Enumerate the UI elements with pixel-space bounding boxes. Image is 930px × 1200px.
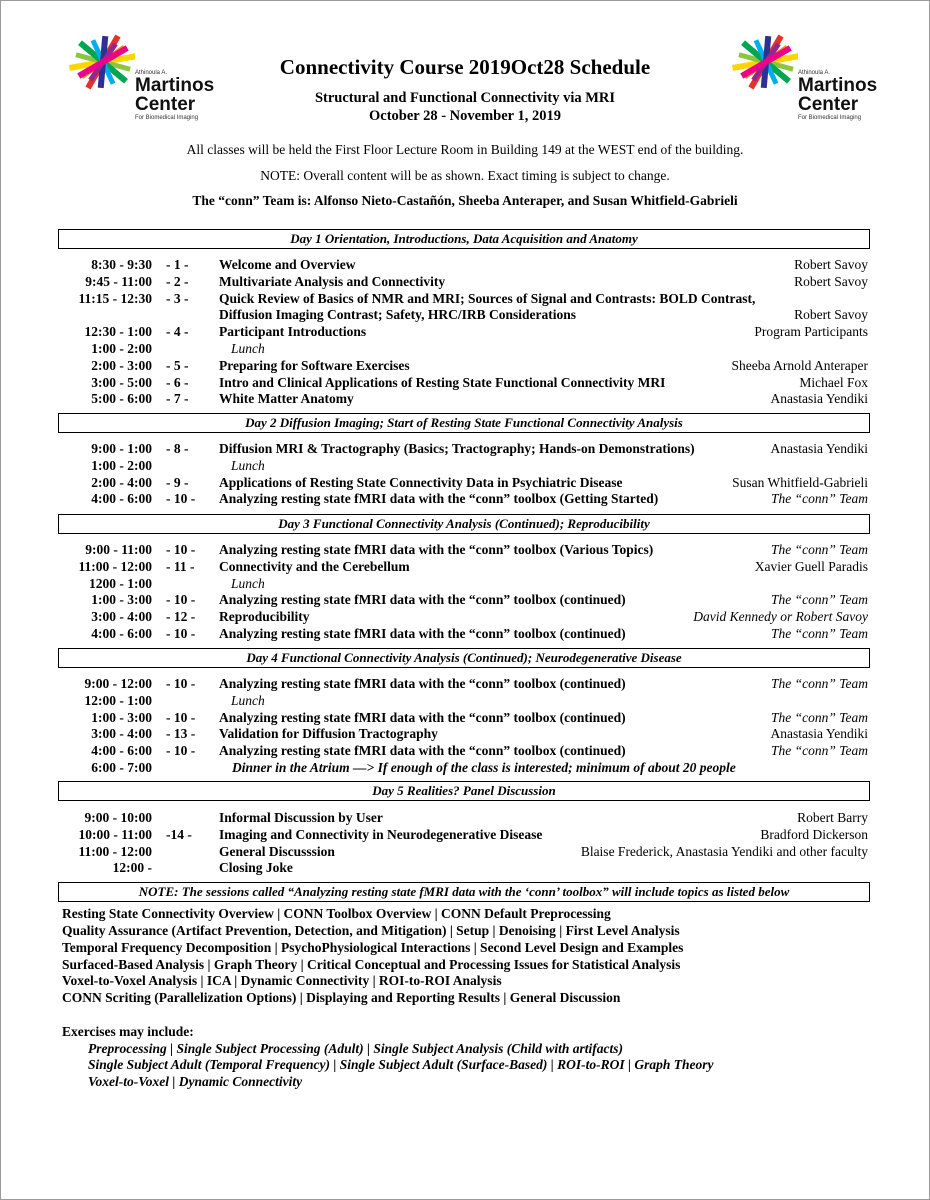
session-time: 11:00 - 12:00 [78, 558, 152, 574]
session-speaker: Michael Fox [799, 374, 868, 390]
session-speaker: The “conn” Team [770, 592, 868, 608]
topics-line: CONN Scriting (Parallelization Options) | Displaying and Reporting Results | General Discussion [62, 990, 621, 1005]
schedule-row [0, 709, 930, 726]
logo-line1: Athinoula A. [798, 70, 831, 76]
schedule-row [0, 474, 930, 491]
session-title: Analyzing resting state fMRI data with the “conn” toolbox (Various Topics) [219, 542, 654, 557]
session-number: - 10 - [166, 542, 196, 557]
session-time: 3:00 - 5:00 [91, 374, 152, 390]
session-speaker: Anastasia Yendiki [770, 391, 868, 407]
session-time: 9:00 - 12:00 [84, 676, 152, 691]
schedule-row [0, 725, 930, 742]
timing-note: NOTE: Overall content will be as shown. Exact timing is subject to change. [260, 168, 670, 183]
session-title: Dinner in the Atrium —> If enough of the class is interested; minimum of about 20 people [232, 760, 736, 775]
session-time: 11:00 - 12:00 [78, 843, 152, 859]
exercises-line: Preprocessing | Single Subject Processing (Adult) | Single Subject Analysis (Child with artifacts) [88, 1041, 623, 1056]
session-speaker: The “conn” Team [770, 676, 868, 691]
session-time: 3:00 - 4:00 [91, 609, 152, 625]
session-speaker: Program Participants [754, 324, 868, 340]
exercises-line: Single Subject Adult (Temporal Frequency) | Single Subject Adult (Surface-Based) | ROI-to-ROI | Graph Theory [88, 1057, 714, 1072]
session-title: Informal Discussion by User [219, 810, 383, 825]
schedule-row [0, 692, 930, 709]
session-number: - 10 - [166, 743, 196, 759]
session-number: -14 - [166, 826, 192, 842]
session-speaker: The “conn” Team [770, 491, 868, 507]
session-time: 2:00 - 4:00 [91, 474, 152, 490]
session-speaker: The “conn” Team [770, 626, 868, 641]
topics-line: Resting State Connectivity Overview | CONN Toolbox Overview | CONN Default Preprocessing [62, 906, 611, 921]
session-number: - 7 - [166, 391, 189, 407]
session-speaker: Anastasia Yendiki [770, 726, 868, 742]
session-number: - 11 - [166, 558, 195, 574]
schedule-row [0, 591, 930, 608]
session-number: - 10 - [166, 491, 196, 507]
session-time: 1:00 - 2:00 [91, 457, 152, 473]
session-speaker: Bradford Dickerson [760, 826, 868, 842]
schedule-row [0, 290, 930, 307]
session-time: 9:45 - 11:00 [85, 273, 152, 289]
schedule-row [0, 256, 930, 273]
session-time: 8:30 - 9:30 [91, 257, 152, 272]
schedule-row [0, 457, 930, 474]
session-title: Connectivity and the Cerebellum [219, 558, 410, 574]
logo-line4: For Biomedical Imaging [135, 115, 199, 121]
session-speaker: The “conn” Team [770, 709, 868, 725]
session-number: - 3 - [166, 290, 189, 306]
exercises-heading: Exercises may include: [62, 1024, 194, 1039]
schedule-row [0, 273, 930, 290]
session-number: - 12 - [166, 609, 196, 625]
session-speaker: David Kennedy or Robert Savoy [693, 609, 868, 625]
schedule-row [0, 759, 930, 776]
session-number: - 4 - [166, 324, 189, 340]
session-title: Analyzing resting state fMRI data with the “conn” toolbox (Getting Started) [219, 491, 659, 507]
session-time: 1:00 - 3:00 [91, 709, 152, 725]
schedule-row [0, 575, 930, 592]
logo-line4: For Biomedical Imaging [798, 115, 862, 121]
session-title: Lunch [231, 692, 265, 708]
session-time: 3:00 - 4:00 [91, 726, 152, 742]
session-time: 5:00 - 6:00 [91, 391, 152, 407]
session-number: - 6 - [166, 374, 189, 390]
topics-line: Voxel-to-Voxel Analysis | ICA | Dynamic Connectivity | ROI-to-ROI Analysis [62, 973, 502, 988]
session-title: Preparing for Software Exercises [219, 357, 410, 373]
session-time: 11:15 - 12:30 [78, 290, 152, 306]
session-title: Lunch [231, 341, 265, 356]
session-title: Applications of Resting State Connectivity Data in Psychiatric Disease [219, 474, 623, 490]
session-speaker: Robert Savoy [794, 273, 868, 289]
session-number: - 1 - [166, 257, 189, 272]
session-title: Multivariate Analysis and Connectivity [219, 273, 446, 289]
session-speaker: Susan Whitfield-Gabrieli [732, 474, 868, 490]
session-title: Analyzing resting state fMRI data with the “conn” toolbox (continued) [219, 592, 626, 608]
session-title: Analyzing resting state fMRI data with the “conn” toolbox (continued) [219, 743, 626, 759]
session-speaker: Sheeba Arnold Anteraper [731, 357, 868, 373]
session-title: Closing Joke [219, 860, 293, 876]
session-title: Quick Review of Basics of NMR and MRI; Sources of Signal and Contrasts: BOLD Contrast, [219, 290, 756, 306]
session-number: - 10 - [166, 676, 196, 691]
session-speaker: Robert Barry [797, 810, 868, 825]
day-header: Day 3 Functional Connectivity Analysis (Continued); Reproducibility [58, 514, 870, 534]
session-speaker: The “conn” Team [770, 743, 868, 759]
session-speaker: Anastasia Yendiki [770, 441, 868, 456]
topics-line: Temporal Frequency Decomposition | PsychoPhysiological Interactions | Second Level Design and Examples [62, 940, 684, 955]
session-title: Lunch [231, 575, 265, 591]
schedule-row [0, 558, 930, 575]
session-number: - 5 - [166, 357, 189, 373]
schedule-row [0, 859, 930, 876]
session-title: Validation for Diffusion Tractography [219, 726, 438, 742]
session-time: 1:00 - 3:00 [91, 592, 152, 608]
course-dates: October 28 - November 1, 2019 [369, 108, 561, 124]
session-speaker: Robert Savoy [794, 307, 868, 323]
session-number: - 10 - [166, 592, 196, 608]
schedule-row [0, 357, 930, 374]
session-title: Lunch [231, 457, 265, 473]
schedule-row [0, 826, 930, 843]
session-speaker: Blaise Frederick, Anastasia Yendiki and other faculty [580, 843, 868, 859]
session-time: 12:30 - 1:00 [84, 324, 152, 340]
exercises-line: Voxel-to-Voxel | Dynamic Connectivity [88, 1074, 303, 1089]
session-title: Analyzing resting state fMRI data with the “conn” toolbox (continued) [219, 709, 626, 725]
session-number: - 2 - [166, 273, 189, 289]
schedule-row [0, 490, 930, 507]
session-title: Diffusion Imaging Contrast; Safety, HRC/IRB Considerations [219, 307, 577, 323]
session-title: Diffusion MRI & Tractography (Basics; Tractography; Hands-on Demonstrations) [219, 441, 695, 456]
session-title: Intro and Clinical Applications of Resting State Functional Connectivity MRI [219, 374, 666, 390]
session-time: 4:00 - 6:00 [91, 626, 152, 641]
location-note: All classes will be held the First Floor Lecture Room in Building 149 at the WEST end of the building. [186, 142, 744, 157]
session-title: Analyzing resting state fMRI data with the “conn” toolbox (continued) [219, 676, 626, 691]
schedule-row [0, 323, 930, 340]
session-speaker: Xavier Guell Paradis [754, 558, 868, 574]
session-title: Participant Introductions [219, 324, 367, 340]
session-time: 4:00 - 6:00 [91, 491, 152, 507]
logo-line2: Martinos [135, 75, 215, 96]
session-time: 10:00 - 11:00 [78, 826, 152, 842]
schedule-row [0, 608, 930, 625]
day-header: Day 1 Orientation, Introductions, Data Acquisition and Anatomy [58, 229, 870, 249]
logo-line1: Athinoula A. [135, 70, 168, 76]
session-title: Analyzing resting state fMRI data with the “conn” toolbox (continued) [219, 626, 626, 641]
session-speaker: Robert Savoy [794, 257, 868, 272]
session-time: 12:00 - 1:00 [84, 692, 152, 708]
session-title: White Matter Anatomy [219, 391, 354, 407]
session-number: - 9 - [166, 474, 189, 490]
schedule-row [0, 541, 930, 558]
schedule-row [0, 843, 930, 860]
session-title: Reproducibility [219, 609, 310, 625]
page-subtitle: Structural and Functional Connectivity via MRI [314, 90, 616, 106]
schedule-row [0, 306, 930, 323]
topics-line: Quality Assurance (Artifact Prevention, Detection, and Mitigation) | Setup | Denoising | First Level Analysis [62, 923, 680, 938]
day-header: Day 5 Realities? Panel Discussion [58, 781, 870, 801]
logo-line2: Martinos [798, 75, 878, 96]
session-note: NOTE: The sessions called “Analyzing resting state fMRI data with the ‘conn’ toolbox” will include topics as listed below [58, 882, 870, 902]
session-number: - 10 - [166, 626, 196, 641]
session-speaker: The “conn” Team [770, 542, 868, 557]
schedule-row [0, 340, 930, 357]
logo-line3: Center [135, 94, 196, 115]
session-time: 9:00 - 10:00 [84, 810, 152, 825]
session-time: 9:00 - 11:00 [85, 542, 152, 557]
session-title: General Discusssion [219, 843, 335, 859]
session-number: - 10 - [166, 709, 196, 725]
schedule-row [0, 742, 930, 759]
session-title: Imaging and Connectivity in Neurodegenerative Disease [219, 826, 543, 842]
schedule-row [0, 390, 930, 407]
session-time: 2:00 - 3:00 [91, 357, 152, 373]
schedule-row [0, 625, 930, 642]
session-title: Welcome and Overview [219, 257, 356, 272]
team-note: The “conn” Team is: Alfonso Nieto-Castañón, Sheeba Anteraper, and Susan Whitfield-Gabrieli [192, 193, 738, 208]
schedule-row [0, 374, 930, 391]
session-time: 6:00 - 7:00 [91, 760, 152, 775]
day-header: Day 4 Functional Connectivity Analysis (Continued); Neurodegenerative Disease [58, 648, 870, 668]
session-time: 9:00 - 1:00 [91, 441, 152, 456]
session-time: 4:00 - 6:00 [91, 743, 152, 759]
schedule-row [0, 809, 930, 826]
session-time: 1:00 - 2:00 [91, 341, 152, 356]
session-number: - 13 - [166, 726, 196, 742]
session-number: - 8 - [166, 441, 189, 456]
topics-line: Surfaced-Based Analysis | Graph Theory | Critical Conceptual and Processing Issues for Statistical Analysis [62, 957, 681, 972]
day-header: Day 2 Diffusion Imaging; Start of Resting State Functional Connectivity Analysis [58, 413, 870, 433]
session-time: 12:00 - [112, 860, 152, 876]
schedule-row [0, 440, 930, 457]
session-time: 1200 - 1:00 [89, 575, 152, 591]
logo-line3: Center [798, 94, 859, 115]
schedule-row [0, 675, 930, 692]
page-title: Connectivity Course 2019Oct28 Schedule [279, 55, 651, 79]
